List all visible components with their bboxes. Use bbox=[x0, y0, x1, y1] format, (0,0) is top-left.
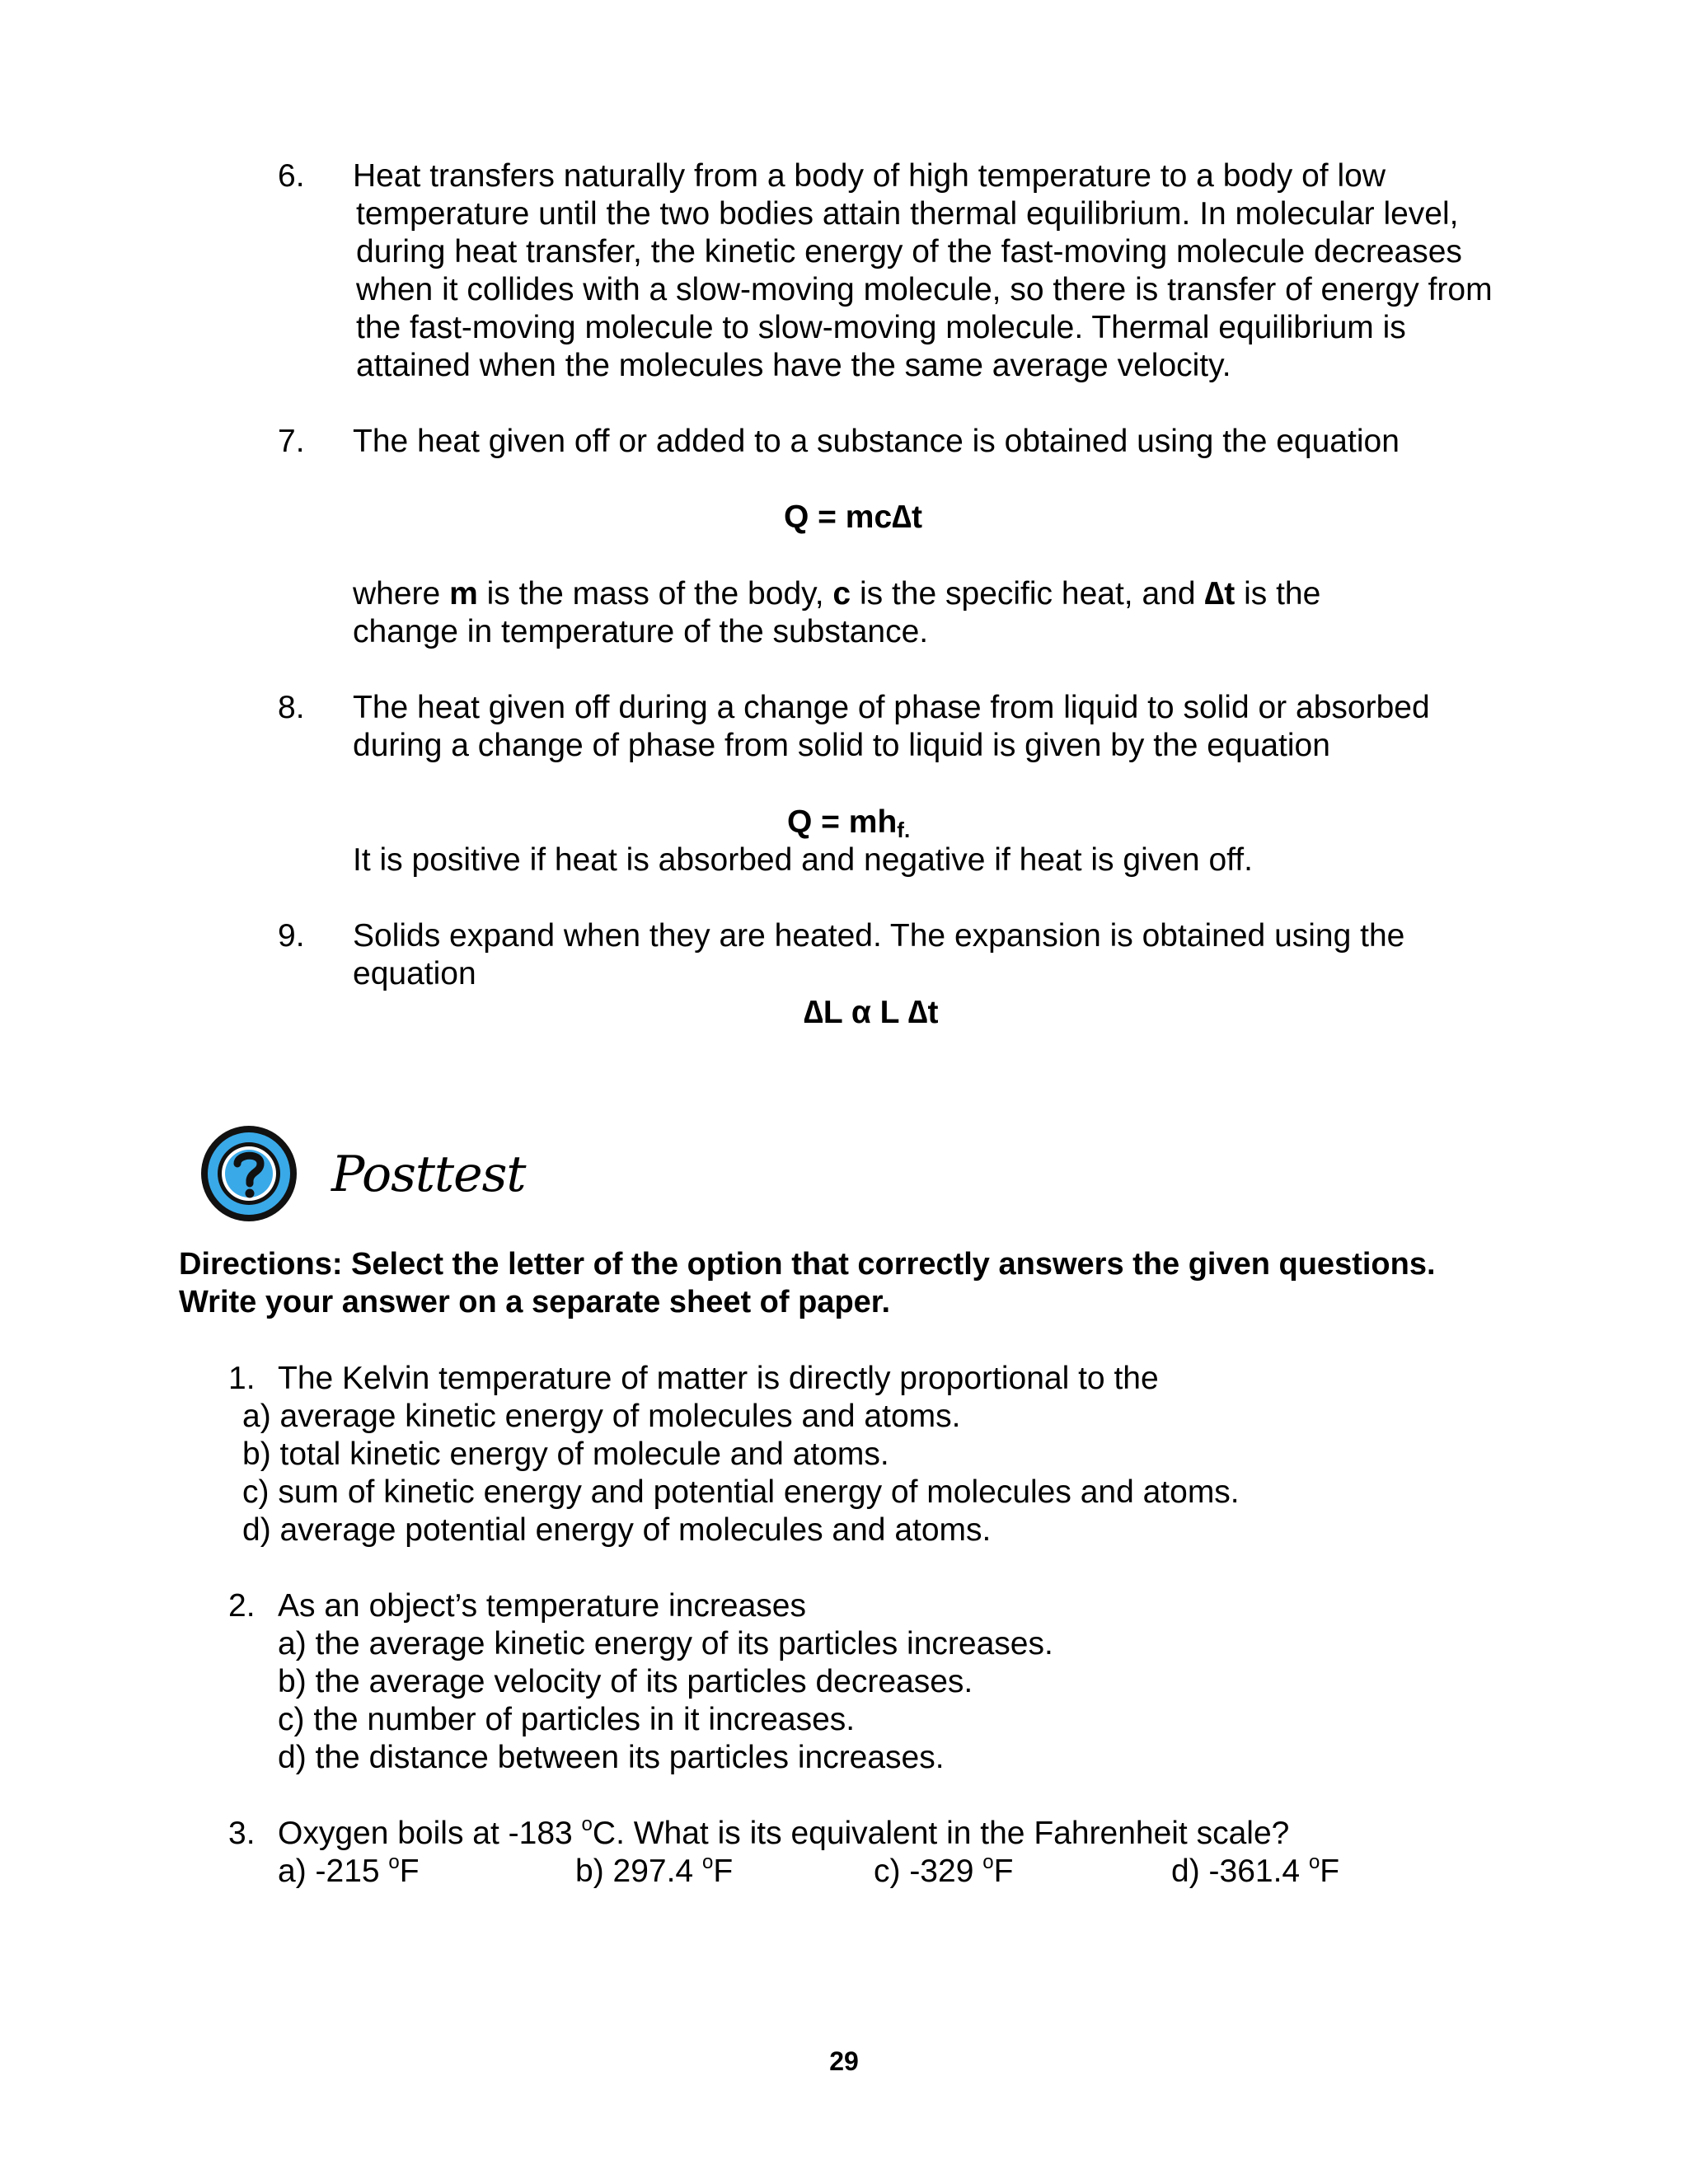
page-number: 29 bbox=[829, 2046, 859, 2076]
item-8-line-1: The heat given off during a change of phase from liquid to solid or absorbed bbox=[353, 690, 1430, 725]
item-6-line-5: the fast-moving molecule to slow-moving molecule. Thermal equilibrium is bbox=[356, 310, 1406, 345]
item-7-intro: The heat given off or added to a substance is obtained using the equation bbox=[353, 424, 1400, 459]
is-the-text: is the bbox=[1235, 576, 1321, 612]
mass-text: is the mass of the body, bbox=[477, 576, 833, 612]
question-3-number: 3. bbox=[228, 1816, 256, 1851]
item-7-number: 7. bbox=[278, 424, 305, 459]
question-3-option-a bbox=[278, 1853, 420, 1891]
latent-heat-equation-main: Q = mh bbox=[787, 804, 898, 840]
question-2-stem: As an object’s temperature increases bbox=[278, 1588, 806, 1624]
degree-symbol: o bbox=[581, 1813, 593, 1835]
symbol-m: m bbox=[449, 576, 478, 612]
item-6-number: 6. bbox=[278, 158, 305, 194]
question-3-option-c bbox=[874, 1853, 1013, 1891]
specific-heat-text: is the specific heat, and bbox=[851, 576, 1205, 612]
option-unit: F bbox=[399, 1854, 420, 1889]
degree-symbol: o bbox=[1308, 1851, 1320, 1873]
question-2-option-c: c) the number of particles in it increases. bbox=[278, 1702, 856, 1737]
directions-line-2: Write your answer on a separate sheet of paper. bbox=[179, 1285, 891, 1319]
item-7-where-line-1 bbox=[353, 575, 1320, 613]
option-value: c) -329 bbox=[874, 1854, 983, 1889]
item-8-number: 8. bbox=[278, 690, 305, 725]
directions-line-1: Directions: Select the letter of the option that correctly answers the given questions. bbox=[179, 1247, 1436, 1282]
question-1-option-c: c) sum of kinetic energy and potential energy of molecules and atoms. bbox=[242, 1474, 1240, 1510]
option-value: a) -215 bbox=[278, 1854, 389, 1889]
option-unit: F bbox=[993, 1854, 1014, 1889]
question-2-option-b: b) the average velocity of its particles decreases. bbox=[278, 1664, 973, 1699]
directions bbox=[179, 1245, 1436, 1321]
item-8-note: It is positive if heat is absorbed and negative if heat is given off. bbox=[353, 842, 1253, 878]
question-2-option-d: d) the distance between its particles increases. bbox=[278, 1740, 945, 1775]
item-9-line-1: Solids expand when they are heated. The expansion is obtained using the bbox=[353, 918, 1405, 954]
expansion-equation: ∆L α L ∆t bbox=[804, 995, 939, 1030]
question-3-stem bbox=[278, 1815, 1289, 1853]
question-1-option-b: b) total kinetic energy of molecule and atoms. bbox=[242, 1436, 889, 1472]
option-value: d) -361.4 bbox=[1171, 1854, 1309, 1889]
question-1-number: 1. bbox=[228, 1361, 256, 1396]
symbol-c: c bbox=[832, 576, 851, 612]
question-3-stem-end: C. What is its equivalent in the Fahrenheit scale? bbox=[592, 1816, 1290, 1851]
degree-symbol: o bbox=[388, 1851, 400, 1873]
where-text: where bbox=[353, 576, 450, 612]
question-1-option-d: d) average potential energy of molecules and atoms. bbox=[242, 1512, 992, 1548]
degree-symbol: o bbox=[701, 1851, 714, 1873]
question-3-option-b bbox=[575, 1853, 733, 1891]
question-1-option-a: a) average kinetic energy of molecules and atoms. bbox=[242, 1399, 961, 1434]
question-2-number: 2. bbox=[228, 1588, 256, 1624]
degree-symbol: o bbox=[982, 1851, 994, 1873]
question-3-stem-start: Oxygen boils at -183 bbox=[278, 1816, 582, 1851]
latent-heat-equation bbox=[787, 804, 910, 841]
option-value: b) 297.4 bbox=[575, 1854, 702, 1889]
item-7-where-line-2: change in temperature of the substance. bbox=[353, 614, 929, 649]
question-1-stem: The Kelvin temperature of matter is directly proportional to the bbox=[278, 1361, 1159, 1396]
item-6-line-2: temperature until the two bodies attain thermal equilibrium. In molecular level, bbox=[356, 196, 1459, 232]
item-6-line-3: during heat transfer, the kinetic energy of the fast-moving molecule decreases bbox=[356, 234, 1462, 269]
question-2-option-a: a) the average kinetic energy of its particles increases. bbox=[278, 1626, 1053, 1661]
symbol-delta-t: ∆t bbox=[1204, 576, 1236, 612]
posttest-title: Posttest bbox=[331, 1146, 526, 1203]
item-6-line-1: Heat transfers naturally from a body of high temperature to a body of low bbox=[353, 158, 1386, 194]
question-mark-icon bbox=[198, 1122, 300, 1225]
item-8-line-2: during a change of phase from solid to liquid is given by the equation bbox=[353, 728, 1330, 763]
latent-heat-subscript: f. bbox=[897, 818, 911, 842]
item-9-number: 9. bbox=[278, 918, 305, 954]
heat-equation: Q = mc∆t bbox=[784, 499, 922, 535]
item-6-line-4: when it collides with a slow-moving molecule, so there is transfer of energy from bbox=[356, 272, 1493, 307]
option-unit: F bbox=[713, 1854, 734, 1889]
option-unit: F bbox=[1320, 1854, 1340, 1889]
item-9-line-2: equation bbox=[353, 956, 476, 991]
item-6-line-6: attained when the molecules have the same average velocity. bbox=[356, 348, 1231, 383]
question-3-option-d bbox=[1171, 1853, 1339, 1891]
